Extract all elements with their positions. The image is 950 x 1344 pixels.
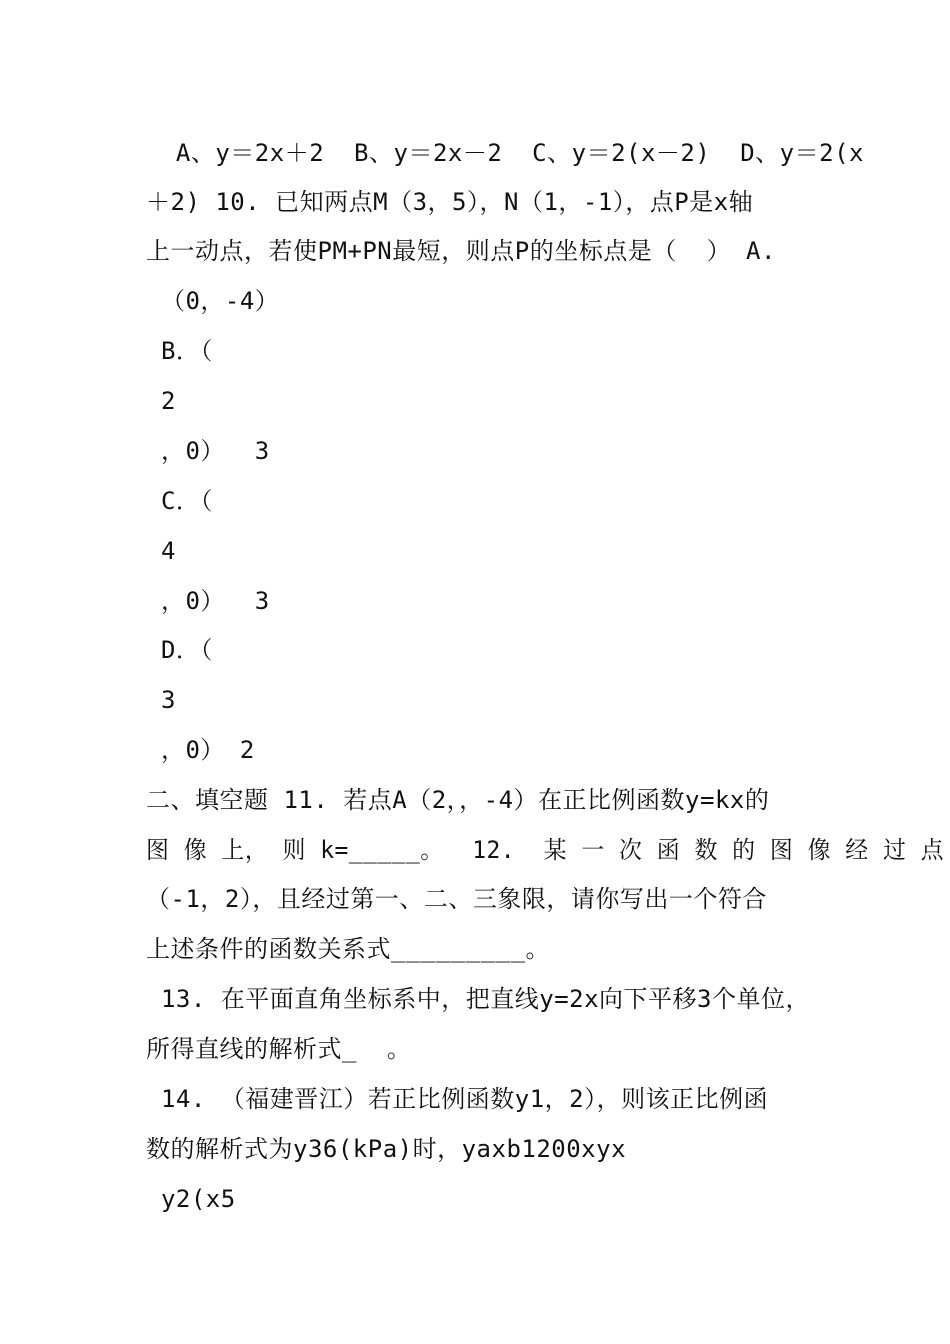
text-line-10: ，0） 3 bbox=[146, 587, 270, 615]
text-line-3: 上一动点，若使PM+PN最短，则点P的坐标点是（ ） A. bbox=[146, 237, 776, 265]
text-line-13: ，0） 2 bbox=[146, 736, 255, 764]
text-line-16: （-1，2），且经过第一、二、三象限，请你写出一个符合 bbox=[146, 885, 767, 913]
text-line-17: 上述条件的函数关系式_________。 bbox=[146, 935, 551, 963]
text-line-22: y2(x5 bbox=[146, 1185, 236, 1213]
text-line-12: 3 bbox=[146, 686, 176, 714]
text-line-18: 13. 在平面直角坐标系中，把直线y=2x向下平移3个单位， bbox=[146, 985, 810, 1013]
text-line-1: A、y＝2x＋2 B、y＝2x－2 C、y＝2(x－2) D、y＝2(x bbox=[146, 139, 864, 167]
text-line-4: （0，-4） bbox=[146, 287, 280, 315]
text-line-14: 二、填空题 11. 若点A（2，，-4）在正比例函数y=kx的 bbox=[146, 786, 770, 814]
text-line-19: 所得直线的解析式_ 。 bbox=[146, 1035, 412, 1063]
text-line-6: 2 bbox=[146, 387, 176, 415]
text-line-21: 数的解析式为y36(kPa)时，yaxb1200xyx bbox=[146, 1135, 627, 1163]
text-line-7: ，0） 3 bbox=[146, 437, 270, 465]
text-line-20: 14. （福建晋江）若正比例函数y1，2），则该正比例函 bbox=[146, 1085, 769, 1113]
text-line-15: 图 像 上， 则 k=_____。 12. 某 一 次 函 数 的 图 像 经 过 点 bbox=[146, 836, 945, 864]
text-line-2: ＋2) 10. 已知两点M（3，5），N（1，-1），点P是x轴 bbox=[146, 188, 754, 216]
text-line-5: B．（ bbox=[146, 337, 213, 365]
text-line-11: D．（ bbox=[146, 636, 213, 664]
text-line-9: 4 bbox=[146, 537, 176, 565]
text-line-8: C．（ bbox=[146, 487, 213, 515]
